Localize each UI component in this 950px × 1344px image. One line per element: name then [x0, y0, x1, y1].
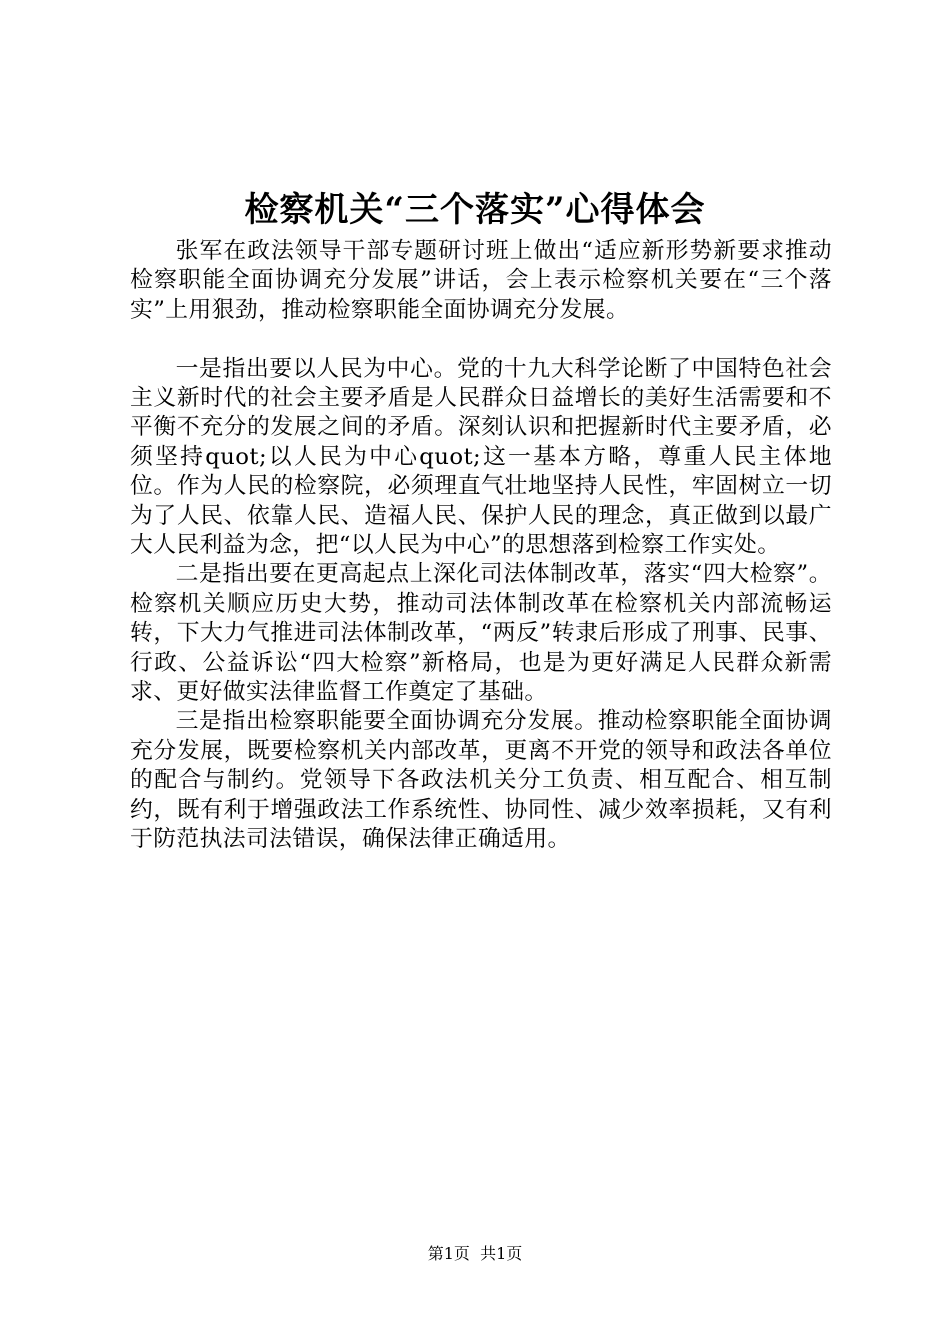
- paragraph-spacer: [130, 325, 832, 354]
- document-body: [130, 237, 832, 855]
- document-title: 检察机关“三个落实”心得体会: [244, 190, 706, 230]
- paragraph-point-three: 三是指出检察职能要全面协调充分发展。推动检察职能全面协调充分发展，既要检察机关内部改革，更离不开党的领导和政法各单位的配合与制约。党领导下各政法机关分工负责、相互配合、相互制约，既有利于增强政法工作系统性、协同性、减少效率损耗，又有利于防范执法司法错误，确保法律正确适用。: [130, 708, 832, 853]
- page-number: 第1页: [427, 1244, 470, 1263]
- page-total: 共1页: [480, 1244, 523, 1263]
- footer-separator: [470, 1244, 480, 1263]
- paragraph-point-two: 二是指出要在更高起点上深化司法体制改革，落实“四大检察”。检察机关顺应历史大势，推动司法体制改革在检察机关内部流畅运转，下大力气推进司法体制改革，“两反”转隶后形成了刑事、民事、行政、公益诉讼“四大检察”新格局，也是为更好满足人民群众新需求、更好做实法律监督工作奠定了基础。: [130, 561, 832, 706]
- paragraph-intro: 张军在政法领导干部专题研讨班上做出“适应新形势新要求推动检察职能全面协调充分发展”讲话，会上表示检察机关要在“三个落实”上用狠劲，推动检察职能全面协调充分发展。: [130, 238, 832, 323]
- paragraph-point-one: 一是指出要以人民为中心。党的十九大科学论断了中国特色社会主义新时代的社会主要矛盾是人民群众日益增长的美好生活需要和不平衡不充分的发展之间的矛盾。深刻认识和把握新时代主要矛盾，必须坚持quot;以人民为中心quot;这一基本方略，尊重人民主体地位。作为人民的检察院，必须理直气壮地坚持人民性，牢固树立一切为了人民、依靠人民、造福人民、保护人民的理念，真正做到以最广大人民利益为念，把“以人民为中心”的思想落到检察工作实处。: [130, 355, 832, 559]
- page-footer: [0, 1243, 950, 1265]
